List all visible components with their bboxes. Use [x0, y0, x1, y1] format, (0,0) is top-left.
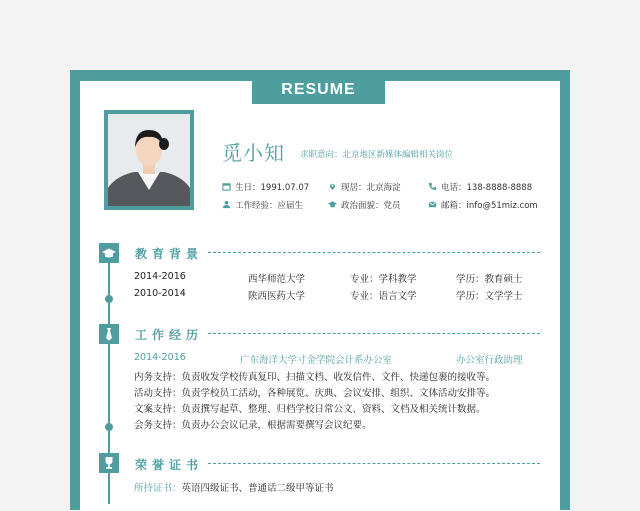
- graduation-cap-icon: [328, 200, 337, 209]
- info-email-text: 邮箱：info@51miz.com: [441, 201, 538, 211]
- resume-header-tab: RESUME: [252, 76, 385, 104]
- edu-row-2-major: 专业：语言文学: [350, 291, 417, 302]
- work-section-icon: [99, 324, 119, 344]
- info-politics: [328, 199, 401, 211]
- info-email: [428, 199, 538, 211]
- avatar: [108, 114, 190, 206]
- edu-row-1-period: 2014-2016: [134, 271, 186, 282]
- info-birth-text: 生日：1991.07.07: [235, 183, 310, 193]
- timeline-dot: [105, 423, 113, 431]
- info-experience: [222, 199, 303, 211]
- work-company: 广东海洋大学寸金学院会计系办公室: [240, 355, 393, 366]
- work-duty-3: 文案支持：负责撰写起草、整理、归档学校日常公文、资料、文档及相关统计数据。: [134, 404, 486, 415]
- work-period: 2014-2016: [134, 352, 186, 363]
- info-phone-text: 电话：138-8888-8888: [441, 183, 533, 193]
- edu-row-1-major: 专业：学科教学: [350, 274, 417, 285]
- calendar-icon: [222, 182, 231, 191]
- work-title: 工作经历: [135, 328, 204, 342]
- timeline-dot: [105, 295, 113, 303]
- edu-row-2-school: 陕西医药大学: [248, 291, 306, 302]
- honors-divider: [208, 463, 540, 464]
- info-experience-text: 工作经验：应届生: [235, 201, 304, 211]
- cert-value: 英语四级证书、普通话二级甲等证书: [181, 483, 334, 494]
- info-birth: [222, 181, 309, 193]
- mail-icon: [428, 200, 437, 209]
- info-phone: [428, 181, 532, 193]
- honors-title: 荣誉证书: [135, 458, 204, 472]
- work-position: 办公室行政助理: [456, 355, 523, 366]
- phone-icon: [428, 182, 437, 191]
- info-location-text: 现居：北京海淀: [341, 183, 401, 193]
- info-politics-text: 政治面貌：党员: [341, 201, 401, 211]
- info-location: [328, 181, 401, 193]
- job-intent: 求职意向：北京地区新媒体编辑相关岗位: [300, 150, 454, 160]
- trophy-icon: [99, 453, 119, 473]
- edu-row-1-school: 西华师范大学: [248, 274, 306, 285]
- edu-row-2-period: 2010-2014: [134, 288, 186, 299]
- edu-row-1-degree: 学历：教育硕士: [456, 274, 523, 285]
- candidate-name: 觅小知: [222, 141, 285, 165]
- edu-row-2-degree: 学历：文学学士: [456, 291, 523, 302]
- cert-label: 所持证书：: [134, 483, 182, 494]
- work-divider: [208, 333, 540, 334]
- location-pin-icon: [328, 182, 337, 191]
- work-duty-1: 内务支持：负责收发学校传真复印、扫描文档、收发信件、文件、快递包裹的接收等。: [134, 372, 496, 383]
- work-duty-4: 会务支持：负责办公会议记录，根据需要撰写会议纪要。: [134, 420, 372, 431]
- honors-section-icon: [99, 453, 119, 473]
- work-duty-2: 活动支持：负责学校员工活动，各种展览、庆典、会议安排、组织、文体活动安排等。: [134, 388, 496, 399]
- education-section-icon: [99, 243, 119, 263]
- person-icon: [222, 200, 231, 209]
- tie-icon: [99, 324, 119, 344]
- education-title: 教育背景: [135, 247, 204, 261]
- education-divider: [208, 252, 540, 253]
- graduation-cap-icon: [99, 243, 119, 263]
- cert-line: [134, 480, 334, 494]
